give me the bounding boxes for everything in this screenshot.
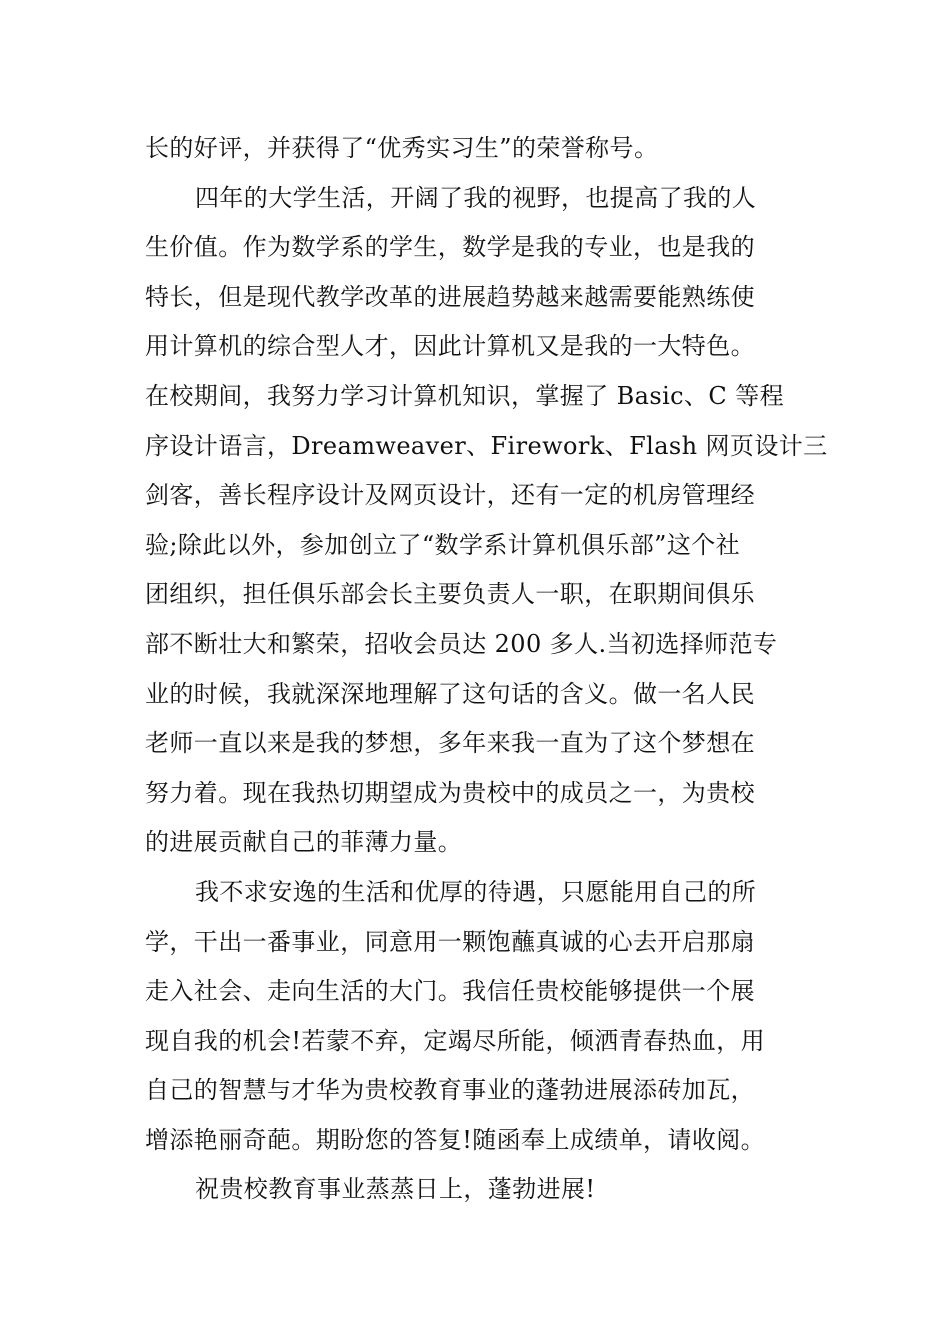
text-line: 部不断壮大和繁荣，招收会员达 200 多人.当初选择师范专: [145, 629, 778, 658]
letter-body: [145, 124, 828, 1215]
text-line: 在校期间，我努力学习计算机知识，掌握了 Basic、C 等程: [145, 381, 784, 410]
text-line: 业的时候，我就深深地理解了这句话的含义。做一名人民: [145, 679, 755, 708]
text-line: 验;除此以外，参加创立了“数学系计算机俱乐部”这个社: [145, 530, 741, 559]
text-line: 增添艳丽奇葩。期盼您的答复!随函奉上成绩单，请收阅。: [145, 1125, 766, 1154]
text-line: 走入社会、走向生活的大门。我信任贵校能够提供一个展: [145, 977, 755, 1006]
text-line: 学，干出一番事业，同意用一颗饱蘸真诚的心去开启那扇: [145, 927, 755, 956]
text-line: 剑客，善长程序设计及网页设计，还有一定的机房管理经: [145, 481, 755, 510]
text-line: 序设计语言，Dreamweaver、Firework、Flash 网页设计三: [145, 431, 828, 460]
text-line: 用计算机的综合型人才，因此计算机又是我的一大特色。: [145, 332, 755, 361]
text-line: 现自我的机会!若蒙不弃，定竭尽所能，倾洒青春热血，用: [145, 1026, 766, 1055]
paragraph-start-line: 四年的大学生活，开阔了我的视野，也提高了我的人: [195, 183, 757, 212]
text-line: 自己的智慧与才华为贵校教育事业的蓬勃进展添砖加瓦，: [145, 1076, 755, 1105]
text-line: 的进展贡献自己的菲薄力量。: [145, 828, 463, 857]
paragraph-start-line: 我不求安逸的生活和优厚的待遇，只愿能用自己的所: [195, 877, 757, 906]
text-line: 老师一直以来是我的梦想，多年来我一直为了这个梦想在: [145, 729, 755, 758]
text-line: 生价值。作为数学系的学生，数学是我的专业，也是我的: [145, 233, 755, 262]
closing-wish-line: 祝贵校教育事业蒸蒸日上，蓬勃进展!: [195, 1175, 596, 1204]
text-line: 长的好评，并获得了“优秀实习生”的荣誉称号。: [145, 134, 659, 162]
text-line: 团组织，担任俱乐部会长主要负责人一职，在职期间俱乐: [145, 580, 755, 609]
text-line: 努力着。现在我热切期望成为贵校中的成员之一，为贵校: [145, 778, 755, 807]
text-line: 特长，但是现代教学改革的进展趋势越来越需要能熟练使: [145, 282, 755, 311]
